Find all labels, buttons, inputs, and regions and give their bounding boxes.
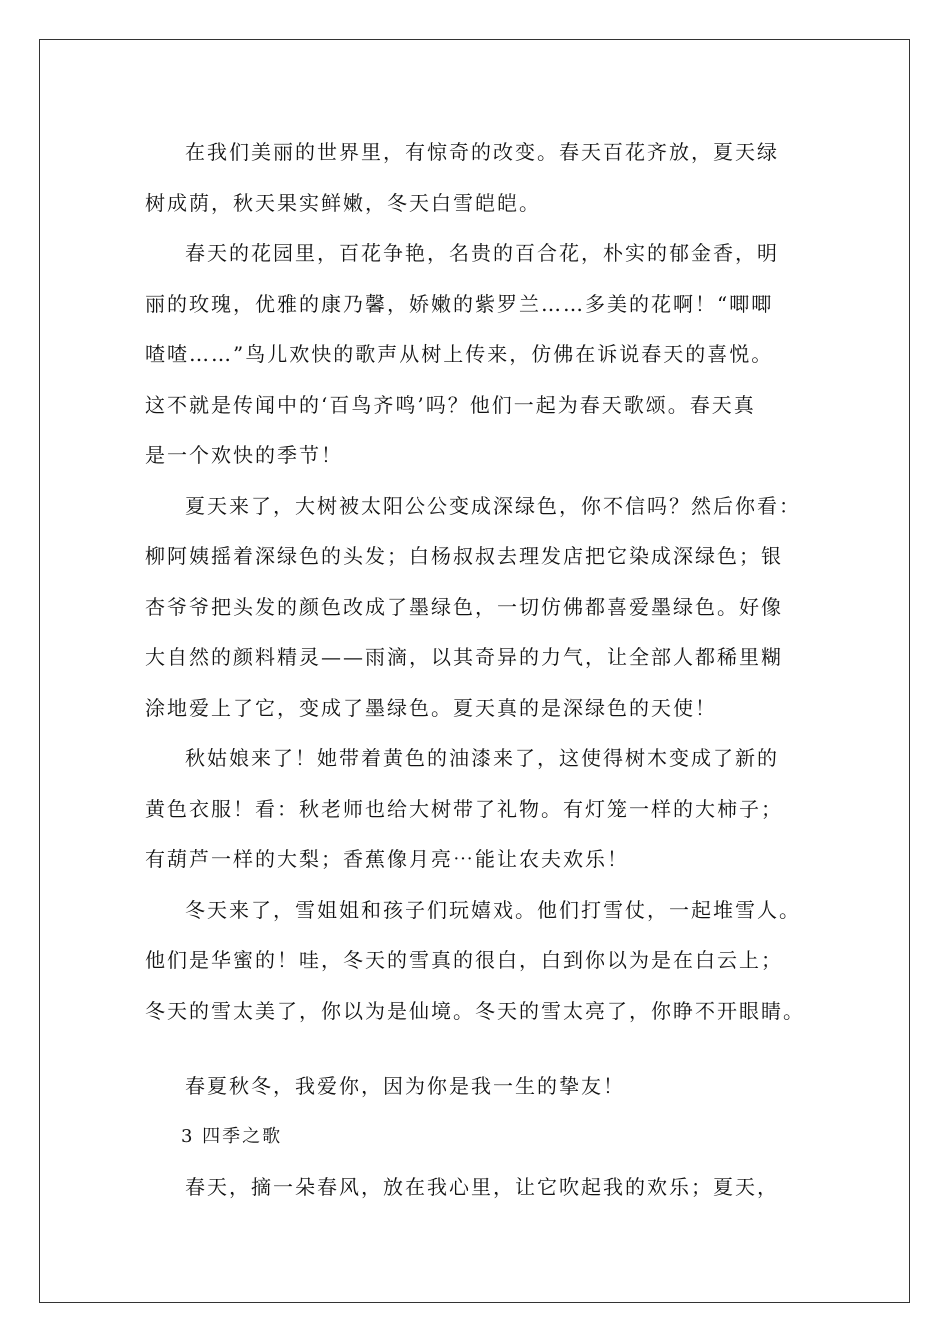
- text-line: 在我们美丽的世界里，有惊奇的改变。春天百花齐放，夏天绿: [185, 140, 779, 164]
- text-line: 他们是华蜜的！哇，冬天的雪真的很白，白到你以为是在白云上；: [145, 948, 783, 972]
- text-line: 黄色衣服！看：秋老师也给大树带了礼物。有灯笼一样的大柿子；: [145, 796, 783, 821]
- text-line: 大自然的颜料精灵——雨滴，以其奇异的力气，让全部人都稀里糊: [145, 645, 783, 669]
- text-line: 柳阿姨摇着深绿色的头发；白杨叔叔去理发店把它染成深绿色；银: [145, 544, 783, 568]
- paragraph-conclusion: [145, 1061, 835, 1112]
- text-line: 夏天来了，大树被太阳公公变成深绿色，你不信吗？然后你看：: [185, 493, 801, 518]
- paragraph-song-start: [145, 1162, 835, 1213]
- paragraph-spring: [145, 228, 835, 481]
- paragraph-summer: [145, 481, 835, 734]
- text-line: 杏爷爷把头发的颜色改成了墨绿色，一切仿佛都喜爱墨绿色。好像: [145, 594, 783, 619]
- document-body: [145, 127, 835, 1213]
- text-line: 春夏秋冬，我爱你，因为你是我一生的挚友！: [185, 1074, 625, 1098]
- text-line: 3 四季之歌: [181, 1125, 283, 1147]
- text-line: 冬天来了，雪姐姐和孩子们玩嬉戏。他们打雪仗，一起堆雪人。: [185, 897, 801, 922]
- text-line: 涂地爱上了它，变成了墨绿色。夏天真的是深绿色的天使！: [145, 695, 717, 720]
- text-line: 有葫芦一样的大梨；香蕉像月亮⋯能让农夫欢乐！: [145, 847, 629, 871]
- text-line: 秋姑娘来了！她带着黄色的油漆来了，这使得树木变成了新的: [185, 746, 779, 770]
- text-line: 春天的花园里，百花争艳，名贵的百合花，朴实的郁金香，明: [185, 241, 779, 265]
- text-line: 春天，摘一朵春风，放在我心里，让它吹起我的欢乐；夏天，: [185, 1175, 779, 1199]
- text-line: 是一个欢快的季节！: [145, 443, 343, 467]
- paragraph-autumn: [145, 733, 835, 885]
- text-line: 丽的玫瑰，优雅的康乃馨，娇嫩的紫罗兰……多美的花啊！“唧唧: [145, 291, 774, 316]
- paragraph-winter: [145, 885, 835, 1037]
- text-line: 喳喳……”鸟儿欢快的歌声从树上传来，仿佛在诉说春天的喜悦。: [145, 342, 774, 366]
- text-line: 这不就是传闻中的‘百鸟齐鸣’吗？他们一起为春天歌颂。春天真: [145, 392, 756, 417]
- text-line: 冬天的雪太美了，你以为是仙境。冬天的雪太亮了，你睁不开眼睛。: [145, 998, 805, 1023]
- paragraph-intro: [145, 127, 835, 228]
- section-heading: [145, 1112, 835, 1163]
- text-line: 树成荫，秋天果实鲜嫩，冬天白雪皑皑。: [145, 190, 541, 215]
